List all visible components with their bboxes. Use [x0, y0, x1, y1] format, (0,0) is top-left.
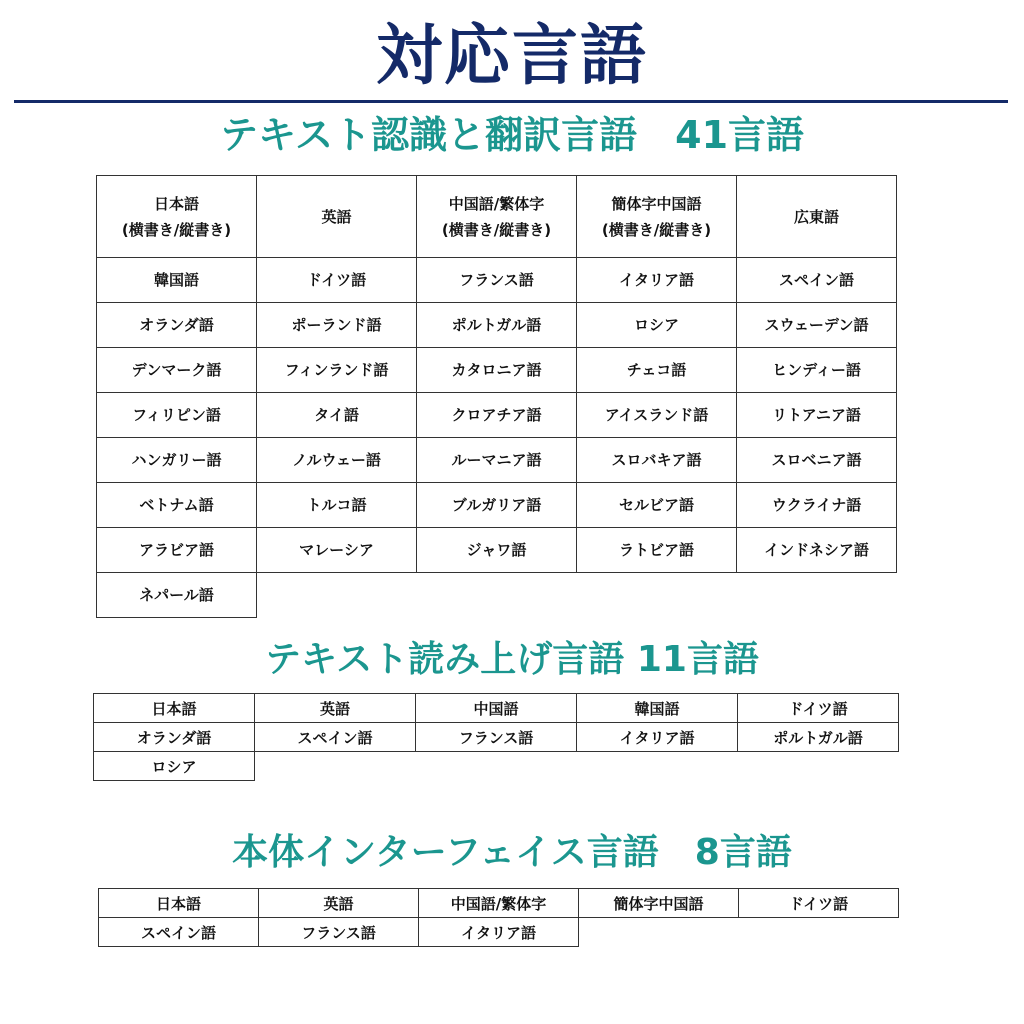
language-cell: アラビア語: [97, 528, 257, 573]
language-cell: インドネシア語: [737, 528, 897, 573]
language-cell: 中国語: [416, 694, 577, 723]
language-cell: ラトビア語: [577, 528, 737, 573]
table-row: [97, 303, 897, 348]
language-cell: ドイツ語: [738, 694, 899, 723]
language-cell: ロシア: [94, 752, 255, 781]
language-cell: ドイツ語: [739, 889, 899, 918]
language-cell: スペイン語: [255, 723, 416, 752]
empty-cell: [577, 573, 737, 618]
language-cell: イタリア語: [577, 723, 738, 752]
recognition-translation-language-table: [96, 175, 897, 618]
language-cell: マレーシア: [257, 528, 417, 573]
language-cell: 中国語/繁体字 (横書き/縦書き): [417, 176, 577, 258]
table-row: [97, 176, 897, 258]
language-cell: スペイン語: [99, 918, 259, 947]
table-row: [97, 348, 897, 393]
language-cell: タイ語: [257, 393, 417, 438]
table-row: [97, 528, 897, 573]
empty-cell: [737, 573, 897, 618]
language-cell: スウェーデン語: [737, 303, 897, 348]
language-cell: リトアニア語: [737, 393, 897, 438]
language-cell: 英語: [257, 176, 417, 258]
language-cell: ポルトガル語: [738, 723, 899, 752]
language-cell: 英語: [255, 694, 416, 723]
language-cell: ポーランド語: [257, 303, 417, 348]
language-cell: 韓国語: [97, 258, 257, 303]
language-cell: ヒンディー語: [737, 348, 897, 393]
language-cell: アイスランド語: [577, 393, 737, 438]
language-cell: ネパール語: [97, 573, 257, 618]
language-cell: イタリア語: [577, 258, 737, 303]
empty-cell: [579, 918, 739, 947]
interface-language-table: [98, 888, 899, 947]
language-cell: 韓国語: [577, 694, 738, 723]
language-cell: 広東語: [737, 176, 897, 258]
language-cell: 簡体字中国語: [579, 889, 739, 918]
language-cell: ポルトガル語: [417, 303, 577, 348]
page-title: 対応言語: [376, 17, 648, 94]
language-cell: ウクライナ語: [737, 483, 897, 528]
language-cell: クロアチア語: [417, 393, 577, 438]
table-row: [94, 752, 899, 781]
table-row: [94, 723, 899, 752]
section-heading-interface: 本体インターフェイス言語 8言語: [232, 832, 792, 873]
language-cell: フィンランド語: [257, 348, 417, 393]
language-cell: ルーマニア語: [417, 438, 577, 483]
empty-cell: [257, 573, 417, 618]
language-cell: 日本語: [94, 694, 255, 723]
language-cell: 英語: [259, 889, 419, 918]
language-cell: デンマーク語: [97, 348, 257, 393]
language-cell: ハンガリー語: [97, 438, 257, 483]
table-row: [97, 438, 897, 483]
language-cell: ジャワ語: [417, 528, 577, 573]
language-cell: ロシア: [577, 303, 737, 348]
empty-cell: [738, 752, 899, 781]
table-row: [97, 258, 897, 303]
language-cell: 日本語: [99, 889, 259, 918]
empty-cell: [577, 752, 738, 781]
section-heading-recognition-translation: テキスト認識と翻訳言語 41言語: [219, 113, 805, 157]
language-cell: トルコ語: [257, 483, 417, 528]
empty-cell: [416, 752, 577, 781]
table-row: [99, 889, 899, 918]
section-heading-text-to-speech: テキスト読み上げ言語 11言語: [265, 639, 759, 680]
language-cell: セルビア語: [577, 483, 737, 528]
language-cell: ベトナム語: [97, 483, 257, 528]
table-row: [97, 483, 897, 528]
empty-cell: [417, 573, 577, 618]
language-cell: 中国語/繁体字: [419, 889, 579, 918]
table-row: [94, 694, 899, 723]
language-cell: ドイツ語: [257, 258, 417, 303]
text-to-speech-language-table: [93, 693, 899, 781]
language-cell: フランス語: [416, 723, 577, 752]
language-cell: フィリピン語: [97, 393, 257, 438]
language-cell: チェコ語: [577, 348, 737, 393]
empty-cell: [739, 918, 899, 947]
language-cell: オランダ語: [94, 723, 255, 752]
language-cell: ノルウェー語: [257, 438, 417, 483]
language-cell: スロバキア語: [577, 438, 737, 483]
table-row: [99, 918, 899, 947]
language-cell: スペイン語: [737, 258, 897, 303]
language-cell: オランダ語: [97, 303, 257, 348]
language-cell: ブルガリア語: [417, 483, 577, 528]
empty-cell: [255, 752, 416, 781]
title-divider: [14, 100, 1008, 103]
table-row: [97, 573, 897, 618]
language-cell: 日本語 (横書き/縦書き): [97, 176, 257, 258]
language-cell: 簡体字中国語 (横書き/縦書き): [577, 176, 737, 258]
language-cell: イタリア語: [419, 918, 579, 947]
language-cell: フランス語: [259, 918, 419, 947]
language-cell: フランス語: [417, 258, 577, 303]
table-row: [97, 393, 897, 438]
language-cell: スロベニア語: [737, 438, 897, 483]
language-cell: カタロニア語: [417, 348, 577, 393]
